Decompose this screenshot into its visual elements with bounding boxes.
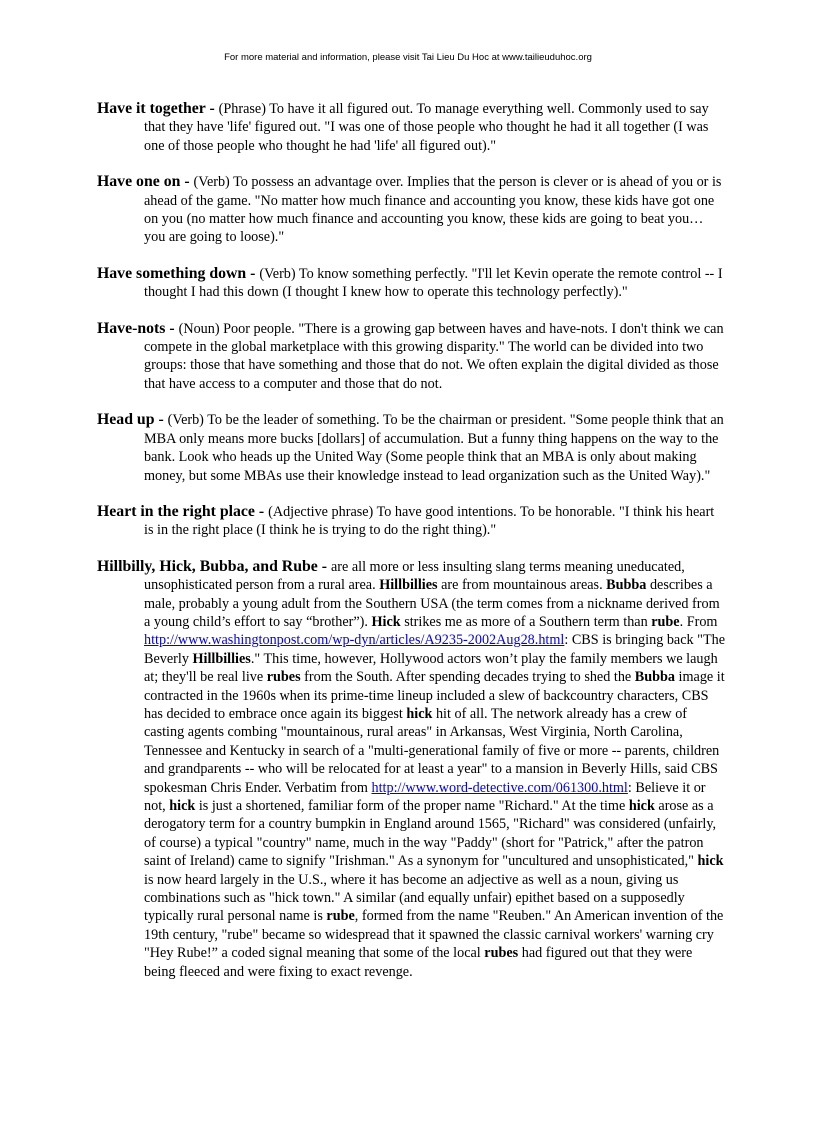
entry-head-up <box>97 411 727 485</box>
text: are all more or less insulting slang terms meaning uneducated, unsophisticated person from a rural area. <box>144 558 685 594</box>
entry-definition: (Verb) To know something perfectly. "I'll let Kevin operate the remote control -- I thought I had this down (I thought I knew how to operate this technology perfectly)." <box>144 265 723 301</box>
text: , formed from the name "Reuben." An American invention of the 19th century, "rube" became so widespread that it spawned the classic carnival workers' warning cry "Hey Rube!” a coded signal meaning that some of the local <box>144 908 724 962</box>
text: : Believe it or not, <box>144 779 706 814</box>
text: ." This time, however, Hollywood actors won’t play the family members we laugh at; they'll be real live <box>144 650 718 686</box>
entry-have-nots <box>97 320 727 394</box>
text: image it contracted in the 1960s when its prime-time lineup included a slew of backcountry characters, CBS has decided to embrace once again its biggest <box>144 669 725 722</box>
keyword: Hillbillies <box>192 650 251 667</box>
keyword: hick <box>697 853 724 870</box>
text: arose as a derogatory term for a country bumpkin in England around 1565, "Richard" was considered (unfairly, of course) a typical "country" name, much in the way "Paddy" (short for "Patrick," after the patron saint of Ireland) came to signify "Irishman." As a synonym for "uncultured and unsophisticated," <box>144 798 717 870</box>
entry-definition: (Verb) To be the leader of something. To be the chairman or president. "Some people think that an MBA only means more bucks [dollars] of accumulation. But a funny thing happens on the way to the bank. Look who heads up the United Way (Some people think that an MBA is only about making money, but some MBAs use their knowledge instead to lead organization such as the United Way)." <box>144 412 724 484</box>
text: describes a male, probably a young adult from the Southern USA (the term comes from a nickname derived from a young child’s effort to say “brother”). <box>144 577 720 630</box>
text: strikes me as more of a Southern term than <box>400 613 652 630</box>
glossary-entries <box>97 100 727 999</box>
entry-term: Have it together - <box>97 100 219 117</box>
text: : CBS is bringing back "The Beverly <box>144 632 726 667</box>
entry-have-something-down <box>97 265 727 302</box>
keyword: rubes <box>484 945 519 962</box>
text: hit of all. The network already has a crew of casting agents combing "mountainous, rural areas" in Arkansas, West Virginia, North Carolina, Tennessee and Kentucky in search of a "multi-generational family of five or more -- parents, children and grandparents -- who will be relocated for at least a year" to a mansion in Beverly Hills, said CBS spokesman Chris Ender. Verbatim from <box>144 705 720 796</box>
entry-definition: (Phrase) To have it all figured out. To manage everything well. Commonly used to say that they have 'life' figured out. "I was one of those people who thought he had it all together (I was one of those people who thought he had 'life' all figured out)." <box>144 101 709 154</box>
entry-heart-in-right-place <box>97 503 727 540</box>
entry-term: Head up - <box>97 411 168 429</box>
keyword: rubes <box>266 669 301 686</box>
entry-have-it-together <box>97 100 727 155</box>
keyword: hick <box>169 798 196 814</box>
text: from the South. After spending decades trying to shed the <box>300 669 635 686</box>
text: . From <box>679 613 718 630</box>
entry-hillbilly <box>97 558 727 981</box>
text: is just a shortened, familiar form of the proper name "Richard." At the time <box>195 798 629 814</box>
text: had figured out that they were being fleeced and were fixing to exact revenge. <box>144 945 693 980</box>
word-detective-link[interactable]: http://www.word-detective.com/061300.html <box>371 779 628 796</box>
keyword: hick <box>628 798 655 814</box>
keyword: rube <box>651 613 680 630</box>
text: are from mountainous areas. <box>437 577 607 594</box>
entry-term: Have something down - <box>97 264 260 282</box>
entry-definition: (Verb) To possess an advantage over. Implies that the person is clever or is ahead of you or is ahead of the game. "No matter how much finance and accounting you know, these kids have got one on you (no matter how much finance and accounting you know, these kids are going to beat you… you are going to loose)." <box>144 174 722 246</box>
entry-term: Have one on - <box>97 173 194 191</box>
keyword: Bubba <box>634 669 675 686</box>
entry-definition: (Noun) Poor people. "There is a growing gap between haves and have-nots. I don't think we can compete in the global marketplace with this growing disparity." The world can be divided into two groups: those that have something and those that do not. We often explain the digital divided as those that have access to a computer and those that do not. <box>144 320 724 392</box>
entry-have-one-on <box>97 173 727 247</box>
keyword: hick <box>406 705 433 722</box>
page-header: For more material and information, please visit Tai Lieu Du Hoc at www.tailieuduhoc.org <box>224 52 592 63</box>
keyword: Bubba <box>606 577 647 594</box>
entry-term: Have-nots - <box>97 319 179 337</box>
keyword: Hick <box>371 613 401 630</box>
text: is now heard largely in the U.S., where it has become an adjective as well as a noun, giving us combinations such as "hick town." A similar (and equally unfair) epithet based on a supposedly typically rural personal name is <box>144 871 685 925</box>
entry-definition: (Adjective phrase) To have good intentions. To be honorable. "I think his heart is in the right place (I think he is trying to do the right thing)." <box>144 503 715 539</box>
entry-term: Hillbilly, Hick, Bubba, and Rube - <box>97 557 331 575</box>
keyword: Hillbillies <box>379 577 438 594</box>
keyword: rube <box>326 908 355 925</box>
washingtonpost-link[interactable]: http://www.washingtonpost.com/wp-dyn/articles/A9235-2002Aug28.html <box>144 632 565 649</box>
entry-term: Heart in the right place - <box>97 502 269 520</box>
